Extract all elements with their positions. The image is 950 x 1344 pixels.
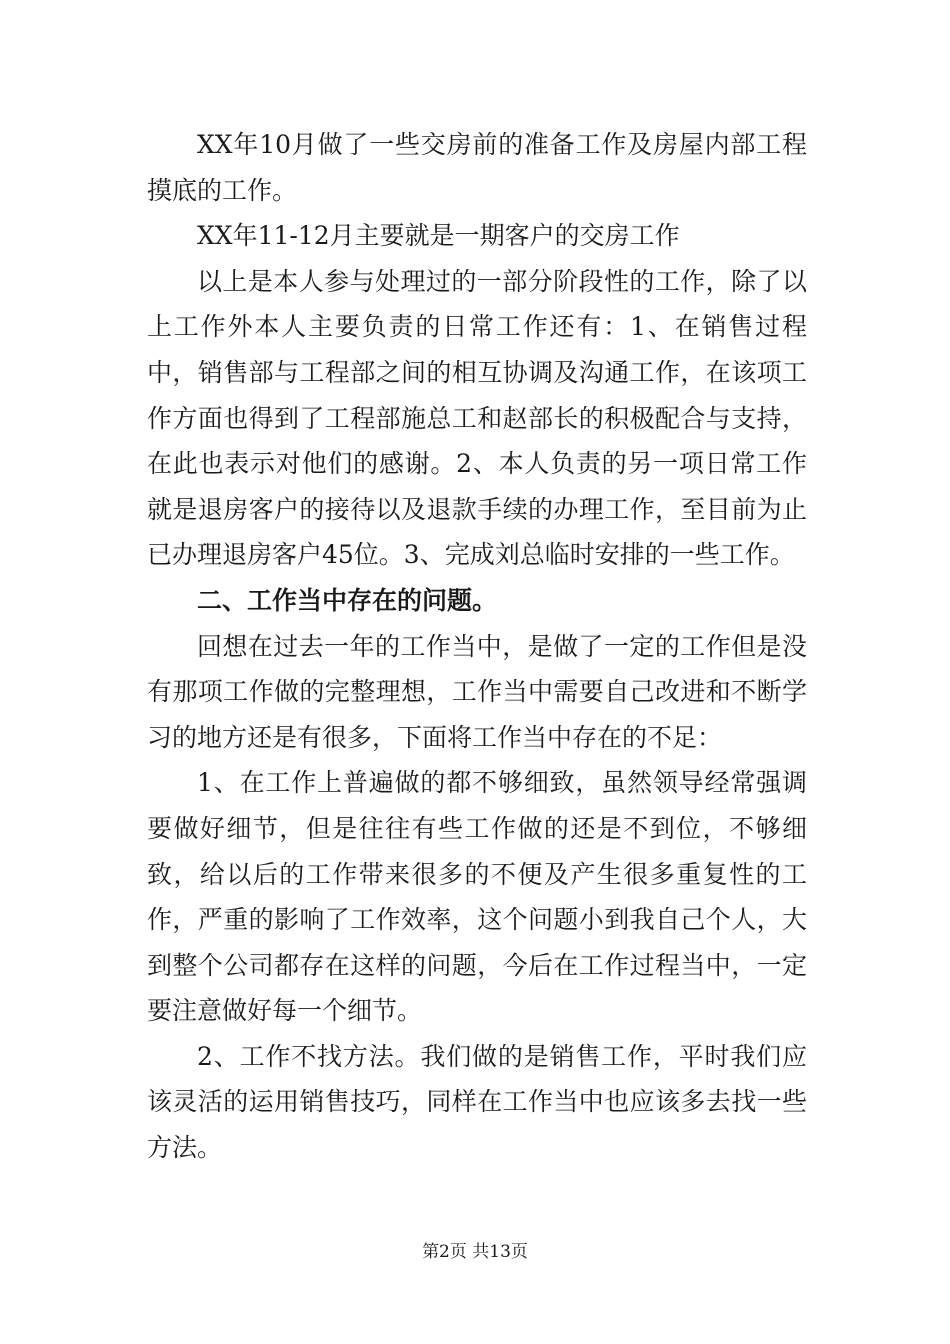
paragraph-issue-2-method: 2、工作不找方法。我们做的是销售工作，平时我们应该灵活的运用销售技巧，同样在工作当中也应该多去找一些方法。 [147, 1041, 807, 1163]
document-body [147, 122, 807, 1171]
page-number-footer: 第2页 共13页 [422, 1242, 528, 1262]
section-heading-problems: 二、工作当中存在的问题。 [197, 585, 498, 615]
paragraph-issue-1-detail: 1、在工作上普遍做的都不够细致，虽然领导经常强调要做好细节，但是往往有些工作做的还是不到位，不够细致，给以后的工作带来很多的不便及产生很多重复性的工作，严重的影响了工作效率，这个问题小到我自己个人，大到整个公司都存在这样的问题，今后在工作过程当中，一定要注意做好每一个细节。 [147, 768, 807, 1026]
paragraph-october-work: XX年10月做了一些交房前的准备工作及房屋内部工程摸底的工作。 [147, 130, 807, 205]
paragraph-nov-dec-work: XX年11-12月主要就是一期客户的交房工作 [197, 221, 680, 251]
paragraph-daily-duties: 以上是本人参与处理过的一部分阶段性的工作，除了以上工作外本人主要负责的日常工作还有：1、在销售过程中，销售部与工程部之间的相互协调及沟通工作，在该项工作方面也得到了工程部施总工和赵部长的积极配合与支持，在此也表示对他们的感谢。2、本人负责的另一项日常工作就是退房客户的接待以及退款手续的办理工作，至目前为止已办理退房客户45位。3、完成刘总临时安排的一些工作。 [147, 266, 807, 570]
paragraph-reflection: 回想在过去一年的工作当中，是做了一定的工作但是没有那项工作做的完整理想，工作当中需要自己改进和不断学习的地方还是有很多，下面将工作当中存在的不足： [147, 631, 807, 752]
